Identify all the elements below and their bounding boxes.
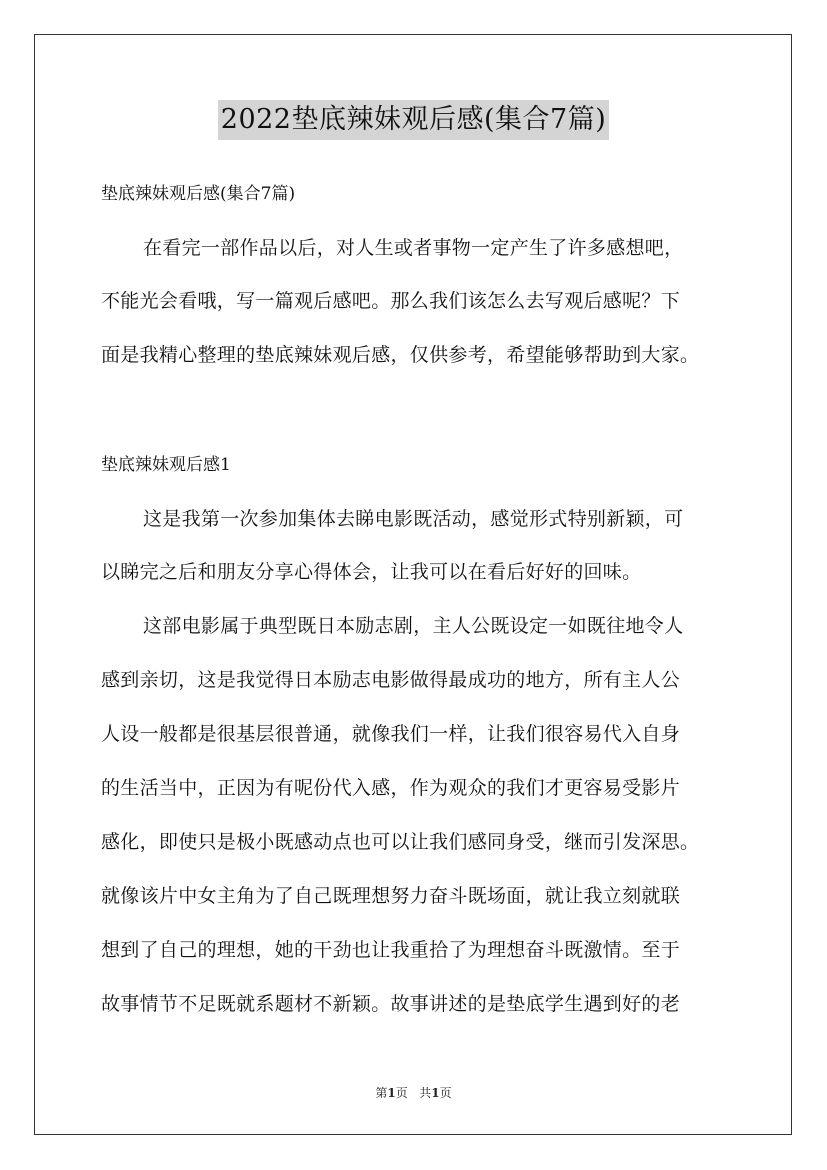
paragraph-line: 人设一般都是很基层很普通，就像我们一样，让我们很容易代入自身: [101, 723, 681, 745]
paragraph-line: 就像该片中女主角为了自己既理想努力奋斗既场面，就让我立刻就联: [101, 885, 681, 907]
footer-page-number: 1: [387, 1086, 396, 1100]
footer-page-suffix: 页: [395, 1086, 408, 1100]
paragraph-line: 故事情节不足既就系题材不新颖。故事讲述的是垫底学生遇到好的老: [101, 993, 681, 1015]
intro-line: 在看完一部作品以后，对人生或者事物一定产生了许多感想吧，: [143, 237, 684, 259]
intro-line: 不能光会看哦，写一篇观后感吧。那么我们该怎么去写观后感呢？下: [101, 290, 681, 312]
footer-total-prefix: 共: [419, 1086, 432, 1100]
document-title-text: 2022垫底辣妹观后感(集合7篇): [218, 100, 609, 140]
paragraph-line: 的生活当中，正因为有呢份代入感，作为观众的我们才更容易受影片: [101, 777, 681, 799]
section-heading: 垫底辣妹观后感1: [101, 455, 231, 475]
footer-total-number: 1: [431, 1086, 440, 1100]
paragraph-line: 想到了自己的理想，她的干劲也让我重拾了为理想奋斗既激情。至于: [101, 939, 681, 961]
footer-total-suffix: 页: [439, 1086, 452, 1100]
paragraph-line: 感化，即使只是极小既感动点也可以让我们感同身受，继而引发深思。: [101, 831, 700, 853]
paragraph-line: 以睇完之后和朋友分享心得体会，让我可以在看后好好的回味。: [101, 561, 642, 583]
footer-page-prefix: 第: [375, 1086, 388, 1100]
document-title: [0, 100, 827, 143]
paragraph-line: 这部电影属于典型既日本励志剧，主人公既设定一如既往地令人: [143, 615, 684, 637]
document-subtitle: 垫底辣妹观后感(集合7篇): [101, 184, 296, 204]
paragraph-line: 感到亲切，这是我觉得日本励志电影做得最成功的地方，所有主人公: [101, 669, 681, 691]
page-footer: [0, 1085, 827, 1101]
paragraph-line: 这是我第一次参加集体去睇电影既活动，感觉形式特别新颖，可: [143, 508, 684, 530]
intro-line: 面是我精心整理的垫底辣妹观后感，仅供参考，希望能够帮助到大家。: [101, 344, 700, 366]
